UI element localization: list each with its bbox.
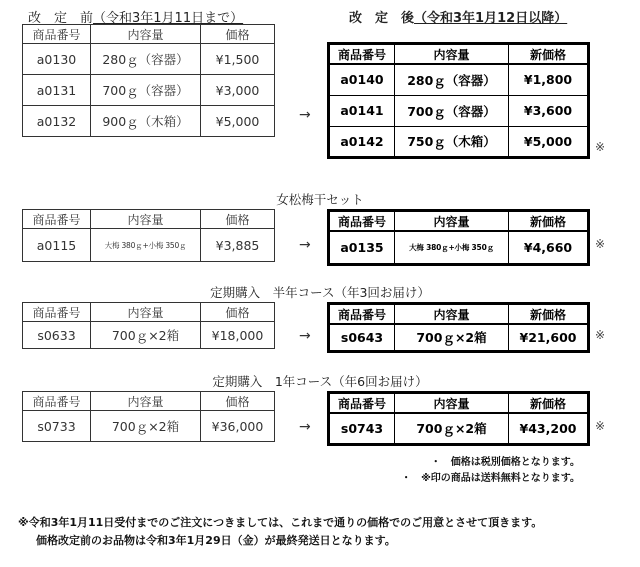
new-price-table-main [327, 42, 590, 159]
header-code: 商品番号 [329, 304, 395, 325]
arrow-icon: → [299, 328, 311, 344]
free-shipping-mark: ※ [595, 237, 606, 251]
old-price-table-main [22, 24, 275, 137]
new-content: 700ｇ（容器） [395, 95, 509, 126]
old-price: ¥3,885 [201, 229, 275, 262]
header-content: 内容量 [395, 393, 509, 414]
new-heading-period: （令和3年1月12日以降） [414, 11, 568, 26]
new-code: s0643 [329, 324, 395, 351]
old-price: ¥3,000 [201, 75, 275, 106]
new-price: ¥1,800 [509, 64, 589, 95]
old-price-table-half-year [22, 302, 275, 349]
header-content: 内容量 [91, 210, 201, 229]
old-price: ¥5,000 [201, 106, 275, 137]
old-code: s0733 [23, 411, 91, 442]
old-price: ¥1,500 [201, 44, 275, 75]
new-price: ¥3,600 [509, 95, 589, 126]
old-content: 700ｇ（容器） [91, 75, 201, 106]
header-new-price: 新価格 [509, 304, 589, 325]
header-content: 内容量 [91, 25, 201, 44]
old-heading-period: （令和3年1月11日まで） [93, 11, 244, 26]
header-new-price: 新価格 [509, 211, 589, 232]
old-price-table-set [22, 209, 275, 262]
header-price: 価格 [201, 392, 275, 411]
header-new-price: 新価格 [509, 44, 589, 65]
new-price: ¥4,660 [509, 231, 589, 264]
free-shipping-mark: ※ [595, 419, 606, 433]
new-code: a0140 [329, 64, 395, 95]
new-price-table-one-year [327, 391, 590, 446]
old-price-table-one-year [22, 391, 275, 442]
last-shipping-note: 価格改定前のお品物は令和3年1月29日（金）が最終発送日となります。 [36, 534, 396, 547]
new-content: 700ｇ×2箱 [395, 413, 509, 444]
header-code: 商品番号 [329, 211, 395, 232]
header-content: 内容量 [395, 304, 509, 325]
new-price: ¥21,600 [509, 324, 589, 351]
new-price: ¥5,000 [509, 126, 589, 157]
old-content: 700ｇ×2箱 [91, 411, 201, 442]
new-price-table-set [327, 209, 590, 266]
old-content: 700ｇ×2箱 [91, 322, 201, 349]
header-price: 価格 [201, 210, 275, 229]
header-code: 商品番号 [329, 393, 395, 414]
shipping-note: ・ ※印の商品は送料無料となります。 [401, 473, 580, 484]
arrow-icon: → [299, 237, 311, 253]
old-code: a0115 [23, 229, 91, 262]
header-content: 内容量 [395, 211, 509, 232]
old-code: s0633 [23, 322, 91, 349]
header-price: 価格 [201, 25, 275, 44]
new-content: 750ｇ（木箱） [395, 126, 509, 157]
tax-note: ・ 価格は税別価格となります。 [430, 457, 580, 468]
new-price: ¥43,200 [509, 413, 589, 444]
new-price-heading [349, 7, 567, 26]
new-heading-prefix: 改 定 後 [349, 11, 415, 26]
new-content: 700ｇ×2箱 [395, 324, 509, 351]
old-code: a0132 [23, 106, 91, 137]
header-content: 内容量 [395, 44, 509, 65]
header-price: 価格 [201, 303, 275, 322]
new-code: a0142 [329, 126, 395, 157]
arrow-icon: → [299, 419, 311, 435]
header-code: 商品番号 [23, 210, 91, 229]
header-content: 内容量 [91, 392, 201, 411]
old-content: 280ｇ（容器） [91, 44, 201, 75]
free-shipping-mark: ※ [595, 140, 606, 154]
header-code: 商品番号 [329, 44, 395, 65]
section-title-half-year: 定期購入 半年コース（年3回お届け） [210, 285, 430, 300]
header-code: 商品番号 [23, 392, 91, 411]
header-content: 内容量 [91, 303, 201, 322]
old-price: ¥36,000 [201, 411, 275, 442]
new-code: s0743 [329, 413, 395, 444]
old-code: a0130 [23, 44, 91, 75]
old-code: a0131 [23, 75, 91, 106]
new-content: 280ｇ（容器） [395, 64, 509, 95]
old-content: 900ｇ（木箱） [91, 106, 201, 137]
header-code: 商品番号 [23, 303, 91, 322]
old-heading-prefix: 改 定 前 [28, 11, 94, 26]
header-new-price: 新価格 [509, 393, 589, 414]
new-price-table-half-year [327, 302, 590, 353]
section-title-set: 女松梅干セット [276, 192, 364, 207]
new-content: 大梅 380ｇ+小梅 350ｇ [395, 231, 509, 264]
free-shipping-mark: ※ [595, 328, 606, 342]
old-price: ¥18,000 [201, 322, 275, 349]
section-title-one-year: 定期購入 1年コース（年6回お届け） [212, 374, 428, 389]
header-code: 商品番号 [23, 25, 91, 44]
new-code: a0141 [329, 95, 395, 126]
new-code: a0135 [329, 231, 395, 264]
order-deadline-note: ※令和3年1月11日受付までのご注文につきましては、これまで通りの価格でのご用意とさせて頂きます。 [18, 516, 543, 529]
arrow-icon: → [299, 107, 311, 123]
old-content: 大梅 380ｇ+小梅 350ｇ [91, 229, 201, 262]
